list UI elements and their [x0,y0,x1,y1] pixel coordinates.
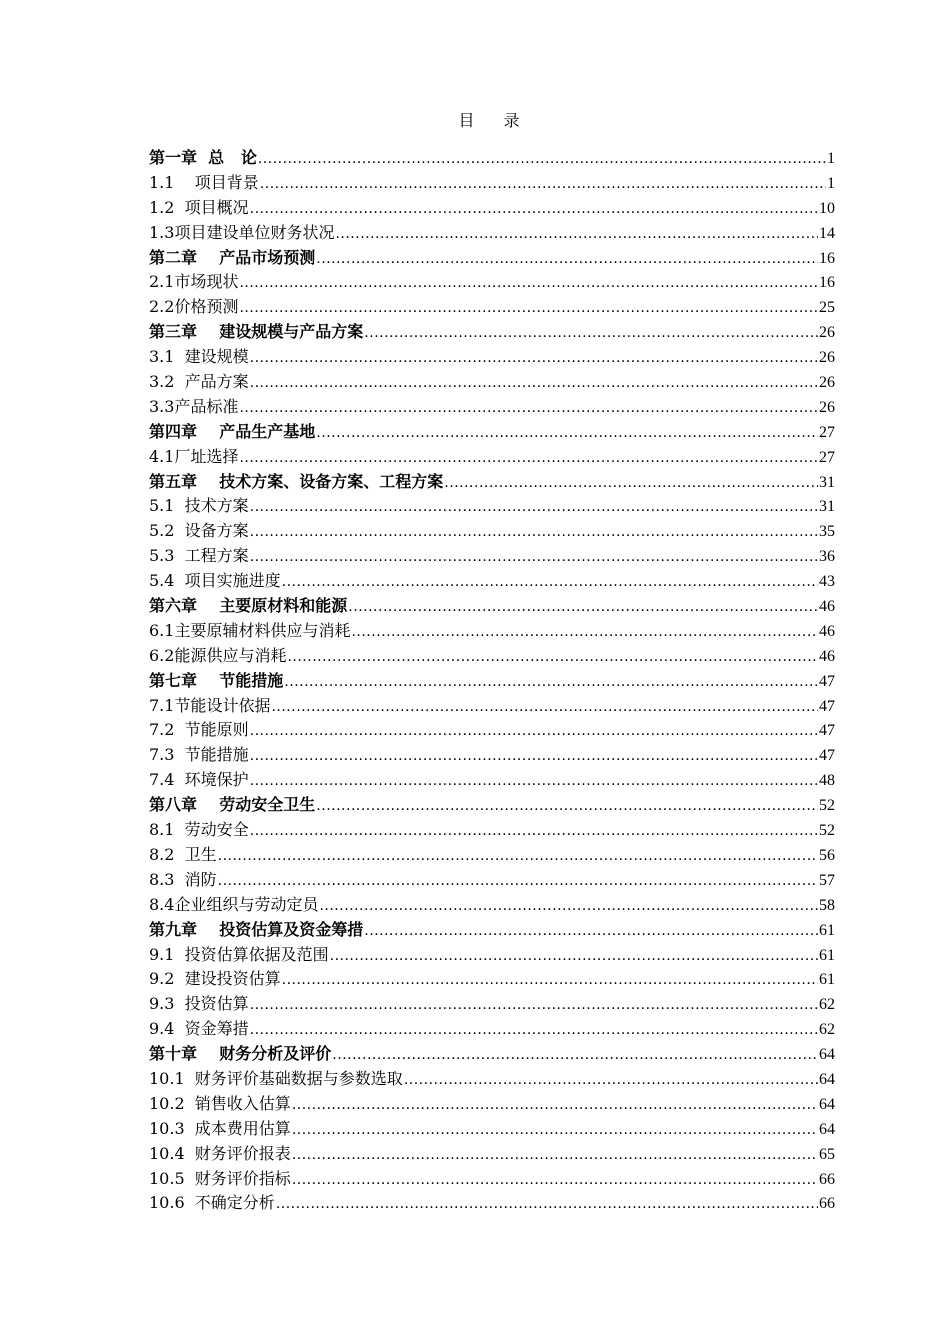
toc-entry-label: 7.2 节能原则 [149,720,249,740]
toc-entry-label: 9.2 建设投资估算 [149,969,281,989]
toc-section-entry[interactable] [149,345,835,370]
toc-section-entry[interactable] [149,743,835,768]
toc-section-entry[interactable] [149,619,835,644]
toc-section-entry[interactable] [149,718,835,743]
toc-entry-label: 7.1节能设计依据 [149,695,271,715]
toc-section-entry[interactable] [149,171,835,196]
toc-entry-label: 5.1 技术方案 [149,496,249,516]
toc-page-number: 65 [819,1145,835,1163]
toc-chapter-entry[interactable] [149,470,835,495]
toc-section-entry[interactable] [149,1092,835,1117]
toc-page-number: 10 [819,199,835,217]
toc-section-entry[interactable] [149,196,835,221]
toc-entry-label: 7.3 节能措施 [149,745,249,765]
toc-dot-leader [250,545,818,570]
toc-chapter-entry[interactable] [149,793,835,818]
toc-entry-label: 第七章 节能措施 [149,670,284,690]
toc-page-number: 35 [819,523,835,541]
toc-dot-leader [404,1068,818,1093]
toc-dot-leader [250,819,818,844]
toc-dot-leader [292,1168,818,1193]
toc-chapter-entry[interactable] [149,594,835,619]
toc-section-entry[interactable] [149,893,835,918]
toc-entry-label: 3.2 产品方案 [149,372,249,392]
toc-section-entry[interactable] [149,445,835,470]
toc-dot-leader [316,421,818,446]
toc-section-entry[interactable] [149,1067,835,1092]
toc-section-entry[interactable] [149,868,835,893]
toc-page-number: 36 [819,548,835,566]
toc-dot-leader [218,844,818,869]
toc-section-entry[interactable] [149,569,835,594]
toc-entry-label: 5.2 设备方案 [149,521,249,541]
toc-dot-leader [258,147,826,172]
toc-dot-leader [250,769,818,794]
toc-entry-label: 第五章 技术方案、设备方案、工程方案 [149,471,444,491]
toc-dot-leader [282,968,818,993]
toc-section-entry[interactable] [149,1142,835,1167]
toc-page-number: 58 [819,896,835,914]
toc-section-entry[interactable] [149,544,835,569]
toc-entry-label: 6.1主要原辅材料供应与消耗 [149,620,351,640]
toc-page-number: 48 [819,772,835,790]
toc-entry-label: 9.3 投资估算 [149,994,249,1014]
toc-chapter-entry[interactable] [149,320,835,345]
toc-section-entry[interactable] [149,221,835,246]
toc-page-number: 46 [819,598,835,616]
toc-dot-leader [250,520,818,545]
toc-page-number: 52 [819,797,835,815]
toc-page-number: 16 [819,274,835,292]
toc-entry-label: 9.1 投资估算依据及范围 [149,944,329,964]
toc-section-entry[interactable] [149,818,835,843]
toc-section-entry[interactable] [149,768,835,793]
toc-dot-leader [250,744,818,769]
toc-page-number: 31 [819,473,835,491]
toc-page-number: 43 [819,573,835,591]
toc-page-number: 1 [827,174,835,192]
toc-section-entry[interactable] [149,1117,835,1142]
toc-chapter-entry[interactable] [149,146,835,171]
toc-entry-label: 5.4 项目实施进度 [149,571,281,591]
toc-page-number: 52 [819,822,835,840]
toc-entry-label: 第八章 劳动安全卫生 [149,795,316,815]
toc-dot-leader [250,346,818,371]
toc-chapter-entry[interactable] [149,1042,835,1067]
toc-section-entry[interactable] [149,644,835,669]
toc-page-number: 27 [819,448,835,466]
toc-dot-leader [276,1192,818,1217]
toc-section-entry[interactable] [149,967,835,992]
toc-dot-leader [292,1118,818,1143]
toc-page-number: 26 [819,349,835,367]
toc-dot-leader [250,197,818,222]
toc-dot-leader [250,371,818,396]
toc-section-entry[interactable] [149,270,835,295]
toc-page-number: 46 [819,647,835,665]
toc-page-number: 27 [819,423,835,441]
toc-section-entry[interactable] [149,370,835,395]
toc-dot-leader [287,645,818,670]
toc-dot-leader [250,1018,818,1043]
toc-chapter-entry[interactable] [149,669,835,694]
toc-section-entry[interactable] [149,1167,835,1192]
toc-page-number: 64 [819,1070,835,1088]
toc-dot-leader [250,993,818,1018]
toc-entry-label: 9.4 资金筹措 [149,1019,249,1039]
toc-entry-label: 8.3 消防 [149,869,217,889]
toc-page-number: 66 [819,1170,835,1188]
toc-dot-leader [239,396,818,421]
toc-page-number: 62 [819,996,835,1014]
toc-page-number: 57 [819,871,835,889]
toc-section-entry[interactable] [149,1191,835,1216]
toc-entry-label: 1.3项目建设单位财务状况 [149,222,335,242]
toc-entry-label: 10.4 财务评价报表 [149,1143,291,1163]
toc-page-number: 47 [819,672,835,690]
toc-dot-leader [282,570,818,595]
toc-dot-leader [260,172,826,197]
toc-dot-leader [364,919,818,944]
toc-section-entry[interactable] [149,395,835,420]
toc-title: 目 录 [458,111,532,130]
toc-entry-label: 8.2 卫生 [149,844,217,864]
toc-page-number: 64 [819,1120,835,1138]
toc-section-entry[interactable] [149,943,835,968]
toc-dot-leader [218,869,818,894]
toc-entry-label: 第四章 产品生产基地 [149,421,316,441]
toc-page-number: 31 [819,498,835,516]
toc-page-number: 61 [819,946,835,964]
toc-entry-label: 第六章 主要原材料和能源 [149,596,348,616]
toc-section-entry[interactable] [149,694,835,719]
toc-page-number: 16 [819,249,835,267]
toc-dot-leader [250,495,818,520]
toc-page-number: 56 [819,846,835,864]
toc-entry-label: 8.1 劳动安全 [149,820,249,840]
toc-dot-leader [319,894,818,919]
toc-entry-label: 7.4 环境保护 [149,770,249,790]
toc-entry-label: 10.5 财务评价指标 [149,1168,291,1188]
toc-section-entry[interactable] [149,1017,835,1042]
toc-dot-leader [239,296,818,321]
toc-dot-leader [330,944,818,969]
toc-section-entry[interactable] [149,843,835,868]
toc-chapter-entry[interactable] [149,246,835,271]
toc-page-number: 64 [819,1095,835,1113]
toc-entry-label: 5.3 工程方案 [149,546,249,566]
toc-page-number: 46 [819,622,835,640]
toc-dot-leader [284,670,818,695]
toc-dot-leader [348,595,818,620]
toc-entry-label: 2.2价格预测 [149,297,239,317]
toc-page-number: 61 [819,921,835,939]
toc-page-number: 47 [819,747,835,765]
toc-chapter-entry[interactable] [149,918,835,943]
toc-section-entry[interactable] [149,295,835,320]
toc-dot-leader [292,1093,818,1118]
toc-entry-label: 3.3产品标准 [149,396,239,416]
toc-page-number: 61 [819,971,835,989]
toc-dot-leader [271,695,818,720]
toc-dot-leader [292,1143,818,1168]
toc-section-entry[interactable] [149,494,835,519]
toc-entry-label: 第十章 财务分析及评价 [149,1044,332,1064]
toc-dot-leader [239,446,818,471]
toc-page-number: 26 [819,374,835,392]
toc-section-entry[interactable] [149,519,835,544]
toc-chapter-entry[interactable] [149,420,835,445]
toc-entry-label: 3.1 建设规模 [149,347,249,367]
toc-dot-leader [335,222,818,247]
toc-page-number: 25 [819,299,835,317]
toc-entry-label: 第二章 产品市场预测 [149,247,316,267]
toc-page-number: 64 [819,1046,835,1064]
toc-entry-label: 第一章 总 论 [149,148,257,167]
toc-dot-leader [444,471,818,496]
toc-section-entry[interactable] [149,992,835,1017]
toc-page-number: 47 [819,722,835,740]
toc-entry-label: 2.1市场现状 [149,272,239,292]
toc-page-number: 14 [819,224,835,242]
toc-dot-leader [332,1043,818,1068]
toc-entry-label: 10.6 不确定分析 [149,1193,275,1213]
toc-entry-label: 1.2 项目概况 [149,197,249,217]
toc-entry-label: 8.4企业组织与劳动定员 [149,894,319,914]
toc-entry-label: 10.1 财务评价基础数据与参数选取 [149,1068,403,1088]
toc-entry-label: 第九章 投资估算及资金筹措 [149,919,364,939]
toc-list [149,146,835,1216]
toc-entry-label: 10.3 成本费用估算 [149,1118,291,1138]
toc-entry-label: 1.1 项目背景 [149,172,259,192]
toc-dot-leader [316,247,818,272]
toc-entry-label: 10.2 销售收入估算 [149,1093,291,1113]
toc-entry-label: 第三章 建设规模与产品方案 [149,322,364,342]
toc-dot-leader [250,719,818,744]
toc-dot-leader [316,794,818,819]
toc-page-number: 26 [819,324,835,342]
toc-page-number: 62 [819,1021,835,1039]
toc-page-number: 1 [827,150,835,167]
toc-page-number: 47 [819,697,835,715]
toc-dot-leader [351,620,818,645]
toc-entry-label: 4.1厂址选择 [149,446,239,466]
toc-page-number: 66 [819,1195,835,1213]
toc-entry-label: 6.2能源供应与消耗 [149,645,287,665]
toc-page-number: 26 [819,398,835,416]
toc-dot-leader [239,271,818,296]
toc-dot-leader [364,321,818,346]
